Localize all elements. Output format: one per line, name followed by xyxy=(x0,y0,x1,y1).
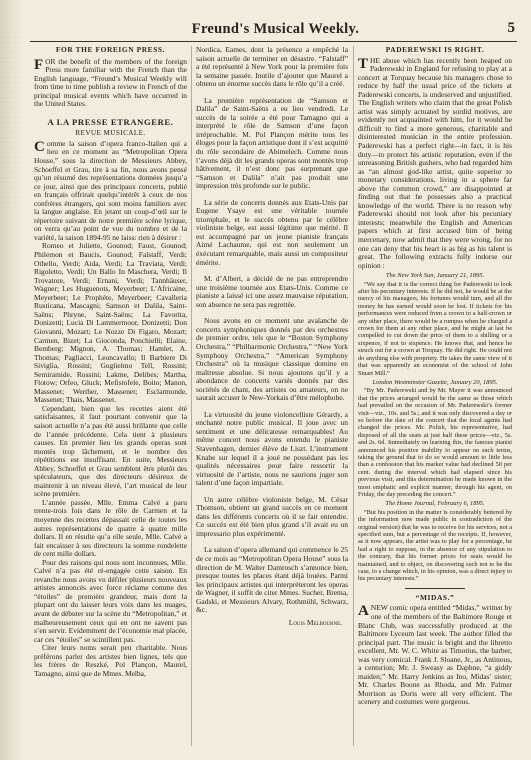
article-paragraph: La saison d’opera allemand qui commence le 25 de ce mois au “Metropolitan Opera House” sous la direction de M. Walter Damrosch s’annonce bien, presque toutes les places étant déjà louées. Parmi les principaux artistes qui interpréteront les operas de Wagner, il suffit de citer Mmes. Sucher, Brema, Gadski, et Messieurs Alvary, Rothmühl, Schwarz, &c. xyxy=(196,545,348,615)
drop-cap: F xyxy=(34,56,44,73)
column-1 xyxy=(34,46,187,678)
repertoire-list: Romeo et Juliette, Gounod; Faust, Gounod; Philemon et Baucis, Gounod; Falstaff, Verdi; Othello, Verdi; Aida, Verdi; La Traviata, Verdi; Rigoletto, Verdi; Un Ballo In Maschera, Verdi; Il Trovatore, Verdi; Ernani, Verdi; Tannhäuser, Wagner; Les Huguenots, Meyerbeer; L’Africaine, Meyerbeer; Le Prophète, Meyerbeer; Cavalleria Rusticana, Mascagni; Samson et Dalila, Saint-Saëns; Phryne, Saint-Saëns; La Favorita, Donizetti; Lucia Di Lammermoor, Donizetti; Don Giovanni, Mozart; Le Nozze Di Figaro, Mozart; Carmen, Bizet; La Gioconda, Ponchielli; Elaine, Bemberg; Mignon, A. Thomas; Hamlet, A. Thomas; Pagliacci, Leoncavallo; Il Barbiere Di Siviglia, Rossini; Guglielmo Tell, Rossini; Semiramide, Rossini; Lakme, Delibes; Martha, Flotow; Orfeo, Gluck; Mefistofele, Boito; Manon, Massenet; Werther, Massenet; Esclarmonde, Massenet; Thais, Massenet. xyxy=(34,241,187,405)
quote-source: The Home Journal, February 6, 1895. xyxy=(385,500,485,508)
paragraph-text: HE abuse which has recently been heaped on Paderewski in England for refusing to play at a concert at Torquay because his managers chose to reduce by half the usual price of the tickets at Paderewski concerts, is undeserved and unjustified. The English writers who claim that the great Polish artist was simply actuated by sordid motives, are evidently not acquainted with him, for it would be difficult to find a more generous, charitable and disinterested musician in the entire profession. Paderewski has a perfect right—in fact, it is his duty—to protect his artistic reputation, even if the unreasoning British gushers, who had regarded him as “an almost god-like artist, quite superior to monetary considerations, living in a sphere far above the common crowd,” are disappointed at finding out that he possesses also a practical knowledge of the world. There is no reason why Paderewski should not look after his pecuniary interests; meanwhile the English and American papers which at first accused him of being mercenary, now admit that they were wrong, for no one can deny that his heart is as big as his talent is great. The following extracts fully indorse our opinion : xyxy=(358,55,512,270)
article-paragraph xyxy=(358,57,512,271)
page-header xyxy=(30,20,521,42)
heading-midas: “MIDAS.” xyxy=(415,592,455,602)
bleed-through-text: · · · · · · · · · · · · · · · · · · · · · · · · · · · · · · · · · · · · · · · · · · · · · · · · · · · · · · · · · · · · · · · · · · · · · · · · · · · · · · · · · · · · · · · · · · · · · · · · · · · · · · · · · · · · · · · · · · · · · · · · · · · · · · · · · · · · · · · · · · · · · · · · · · · · · · · · · · · · · · · · · · · · · · · · · · · · · · · · · · · · · · · · · · · · · · · · · · · · · · · · · · · · · · · · · · · · · · · · · · · · · · · · · · · · · · · · · · · · · · · · · · · · · · · · · · · · · · · · · · · · · · · · · · · · · · · · · · · · · · · · · · · · · · · · · · · · · · · · · · · · · · · · · · · · · · · · · · · · · · · · · · xyxy=(1,30,21,210)
article-paragraph xyxy=(358,604,512,707)
column-3 xyxy=(358,46,512,707)
quote-text: “We say that it is the correct thing for Paderewski to look after his pecuniary interests. If he did not, he would be at the mercy of his managers, his fortunes would turn, and all the money he has earned would soon be lost. If tickets for his performances were reduced from a crown to a half-crown or any other place, there would be a rumpus when he charged a crown for them at any other place, and he might at last be compelled to cut down the price of them to a shilling or a sixpence, if not to sixpence. He knows that, and hence he struck out for a crown at Torquay. He did right. He could not do anything else with propriety. He takes the same view of it that was apparently an economist of the school of John Stuart Mill.” xyxy=(358,280,512,377)
paragraph-text: NEW comic opera entitled “Midas,” written by one of the members of the Baltimore Rouge et Blanc Club, was successfully produced at the Baltimore Lyceum last week. The author filled the principal part. The music is bright and the libretto excellent, Mr. W. C. White as Timotius, the barber, was very comical. Frank J. Sloane, Jr., as Antinous, a centurion; Mr. J. Sweasy as Daphne, “a giddy maiden;” Mr. Harry Jenkins as Ino, Midas’ sister; Mr. Charles Boone as Rhoda, and Mr. Palmer Morrison as Doris were all very efficient. The scenery and costumes were gorgeous. xyxy=(358,603,512,707)
column-2 xyxy=(196,46,348,627)
quote-text: “By Mr. Paderewski and by Mr. Mayer it was announced that the prices arranged would be the same as those which had prevailed on the occasion of Mr. Paderewski’s former visit—viz., 10s. and 5s.; and it was only discovered a day or so before the date of the concert that the local agents had changed the prices. Mr. Polish, his representative, had disposed of all the seats at just half these prices—viz., 5s. and 2s. 6d. Immediately on learning this, the famous pianist announced his positive inability to appear on such terms, taking the ground that to do so would amount to little less than a confession that his market value had declined 50 per cent. during the interval which had elapsed since his previous visit, and this determination he made known in the most emphatic and explicit manner, through his agent, on Friday, the day preceding the concert.” xyxy=(358,387,512,498)
heading-paderewski: PADEREWSKI IS RIGHT. xyxy=(385,45,485,54)
intro-paragraph xyxy=(34,58,187,109)
article-paragraph: Citer leurs noms serait peu charitable. Nous préférons parler des artistes bien lignes, tels que les frères de Reszké, Pol Plançon, Maurel, Tamagno, ainsi que de Mmes. Melba, xyxy=(34,643,187,678)
quote-source: London Westminster Gazette, January 20, 1895. xyxy=(372,378,498,386)
article-paragraph: La première représentation de “Samson et Dalila” de Saint-Saëns a eu lieu vendredi. Le succès de la soirée a été pour Tamagno qui a interprété le rôle de Samson d’une façon irréprochable. M. Pol Plançon mérite tous les éloges pour la façon artistique dont il s’est acquitté du rôle secondaire de Abimelech. Comme nous l’avons déjà dit les grands operas sont montés trop hâtivement, il n’est donc pas surprenant que “Samson et Dalila” n’ait pas produit une impression très profonde sur le public. xyxy=(196,95,348,191)
article-paragraph: L’année passée, Mlle. Emma Calvé a paru trente-trois fois dans le rôle de Carmen et la moyenne des recettes dépassait celle de toutes les autres représentations de quatre à quatre mille dollars. Il en résulte qu’a elle seule, Mlle. Calvé a fait encaisser à ses directeurs la somme rondelette de cent mille dollars. xyxy=(34,497,187,559)
quote-text: “But his position in the matter is considerably bettered by the information now made public in contradiction of the original version) that he was to receive for his services, not a specified sum, but a percentage of the receipts. If, however, as it now appears, the artist was to play for a percentage, he had a right to suppose, in the absence of any stipulation to the contrary, that his former prices for seats would be maintained, and to object, on discovering such not to be the case, to a change which, in his opinion, was a direct injury to his pecuniary interests.” xyxy=(358,508,512,583)
quoted-extracts xyxy=(358,272,512,583)
article-paragraph: La série de concerts donnés aux Etats-Unis par Eugene Ysaye est une véritable tournée triomphale, et le succès obtenu par le célèbre violiniste belge, est aussi légitime que mérité. Il est accompagné par un jeune pianiste français Aimé Lachaume, qui est non seulement un éxécutant remarquable, mais aussi un compositeur émérite. xyxy=(196,197,348,267)
article-paragraph xyxy=(34,140,187,243)
drop-cap: T xyxy=(358,55,369,72)
section-divider xyxy=(405,588,465,589)
publication-title: Freund's Musical Weekly. xyxy=(191,21,360,37)
heading-revue-musicale: REVUE MUSICALE. xyxy=(75,129,146,138)
page-number: 5 xyxy=(507,20,515,36)
column-divider xyxy=(191,46,192,746)
article-paragraph: M. d’Albert, a décidé de ne pas entreprendre une troisième tournée aux Etats-Unis. Comme ce pianiste a laissé ici une assez mauvaise réputation, son absence ne sera pas regrettée. xyxy=(196,274,348,309)
drop-cap: C xyxy=(34,138,45,155)
quote-source: The New York Sun, January 21, 1895. xyxy=(385,272,485,280)
article-paragraph: Nordica, Eames, dont la présence a empêché la saison actuelle de terminer en désastre. “Falstaff” a été représenté à New York pour la première fois la semaine passée. Inutile d’ajouter que Maurel a obtenu un énorme succès dans le rôle qu’il a créé. xyxy=(196,45,348,89)
article-paragraph: Pour des raisons qui nous sont inconnues, Mlle. Calvé n’a pas été ré-engagée cette saison. En revanche nous avons vu défiler plusieurs nouveaux artistes annoncés avec force réclame comme des “étoiles” de première grandeur, mais dont la plupart ont du laisser leurs voix dans les nuages, avant de débuter sur la scène du “Metropolitan,” et malheureusement ceux qui en ont ne savent pas s’en servir. Evidemment de l’économie mal placée, car ces “étoiles” se scintillent pas. xyxy=(34,557,187,644)
author-signature: Louis Melbourne. xyxy=(288,617,342,627)
article-paragraph: Cependant, bien que les recettes aient été satisfaisantes, il faut pourtant convenir que la saison actuelle n’a pas été aussi brillante que celle de l’année précédente. Cela tient à plusieurs causes. En premier lieu les grands operas sont montés trop lâchement, et le nombre des répétitions est insuffisant. En suite, Messieurs Abbey, Schoeffel et Grau semblent être plutôt des spéculateurs, que des directeurs désireux de maintenir à un niveau élevé, l’art musical de leur scène première. xyxy=(34,403,187,499)
intro-text: OR the benefit of the members of the foreign Press more familiar with the French than the English language, “Freund’s Musical Weekly will from time to time publish a review in French of the principal musical events which have occurred in the United States. xyxy=(34,56,187,109)
drop-cap: A xyxy=(358,603,369,620)
heading-foreign-press: FOR THE FOREIGN PRESS. xyxy=(55,45,166,54)
header-rule xyxy=(30,41,517,42)
paragraph-text: omme la saison d’opera franco-Italien qui a lieu en ce moment au “Metropolitan Opera House,” sous la direction de Messieurs Abbey, Schoeffel et Grau, tire à sa fin, nous avons pensé qu’un résumé des représentations données jusqu’a ce jour, ainsi que des principaux concerts, publié en français offrirait quelqu’intérêt à ceux de nos confrères étrangers, qui sont moins familiers avec la langue anglaise. En jetant un coup-d’œil sur le répertoire suivant de notre première scène lyrique, on verra qu’au point de vue du nombre et de la variété, la saison 1894-95 ne laiss: rien à désirer : xyxy=(34,138,187,242)
article-paragraph: Nous avons en ce moment une avalanche de concerts symphoniques donnés par des orchestres de premier ordre, tels que le “Boston Symphony Orchestra,” “Philharmonic Orchestra,” “New York Symphony Orchestra,” “American Symphony Orchestra” où la musique classique domine en maîtresse absolue. Si nous ajoutons qu’il y a abondance de concerts variés donnés par des sociétés de chant, des artistes ou amateurs, on ne saurait accuser le New-Yorkais d’être mélophobe. xyxy=(196,316,348,403)
heading-presse-etrangere: A LA PRESSE ETRANGERE. xyxy=(47,116,174,127)
article-paragraph: La virtuosité du jeune violoncelliste Gérardy, a enchanté notre public musical. Il joue avec un sentiment et une délicatesse remarquables! Au même concert nous avons entendu le pianiste Stavenhagen, dernier élève de Liszt. L’instrument Knabe sur lequel il a joué ne possédant pas les qualités nécessaires pour faire ressortir la virtuosité de l’artiste, nous ne saurions juger son talent d’une façon impartiale. xyxy=(196,409,348,488)
column-divider xyxy=(353,46,354,746)
adjacent-page-edge xyxy=(0,0,22,760)
article-paragraph: Un autre célèbre violoniste belge, M. César Thomson, obtient un grand succès en ce moment dans les différents concerts où il se fait entendre. Ce succès est été bien plus grand s’il avait eu un impressario plus expérimenté. xyxy=(196,494,348,538)
